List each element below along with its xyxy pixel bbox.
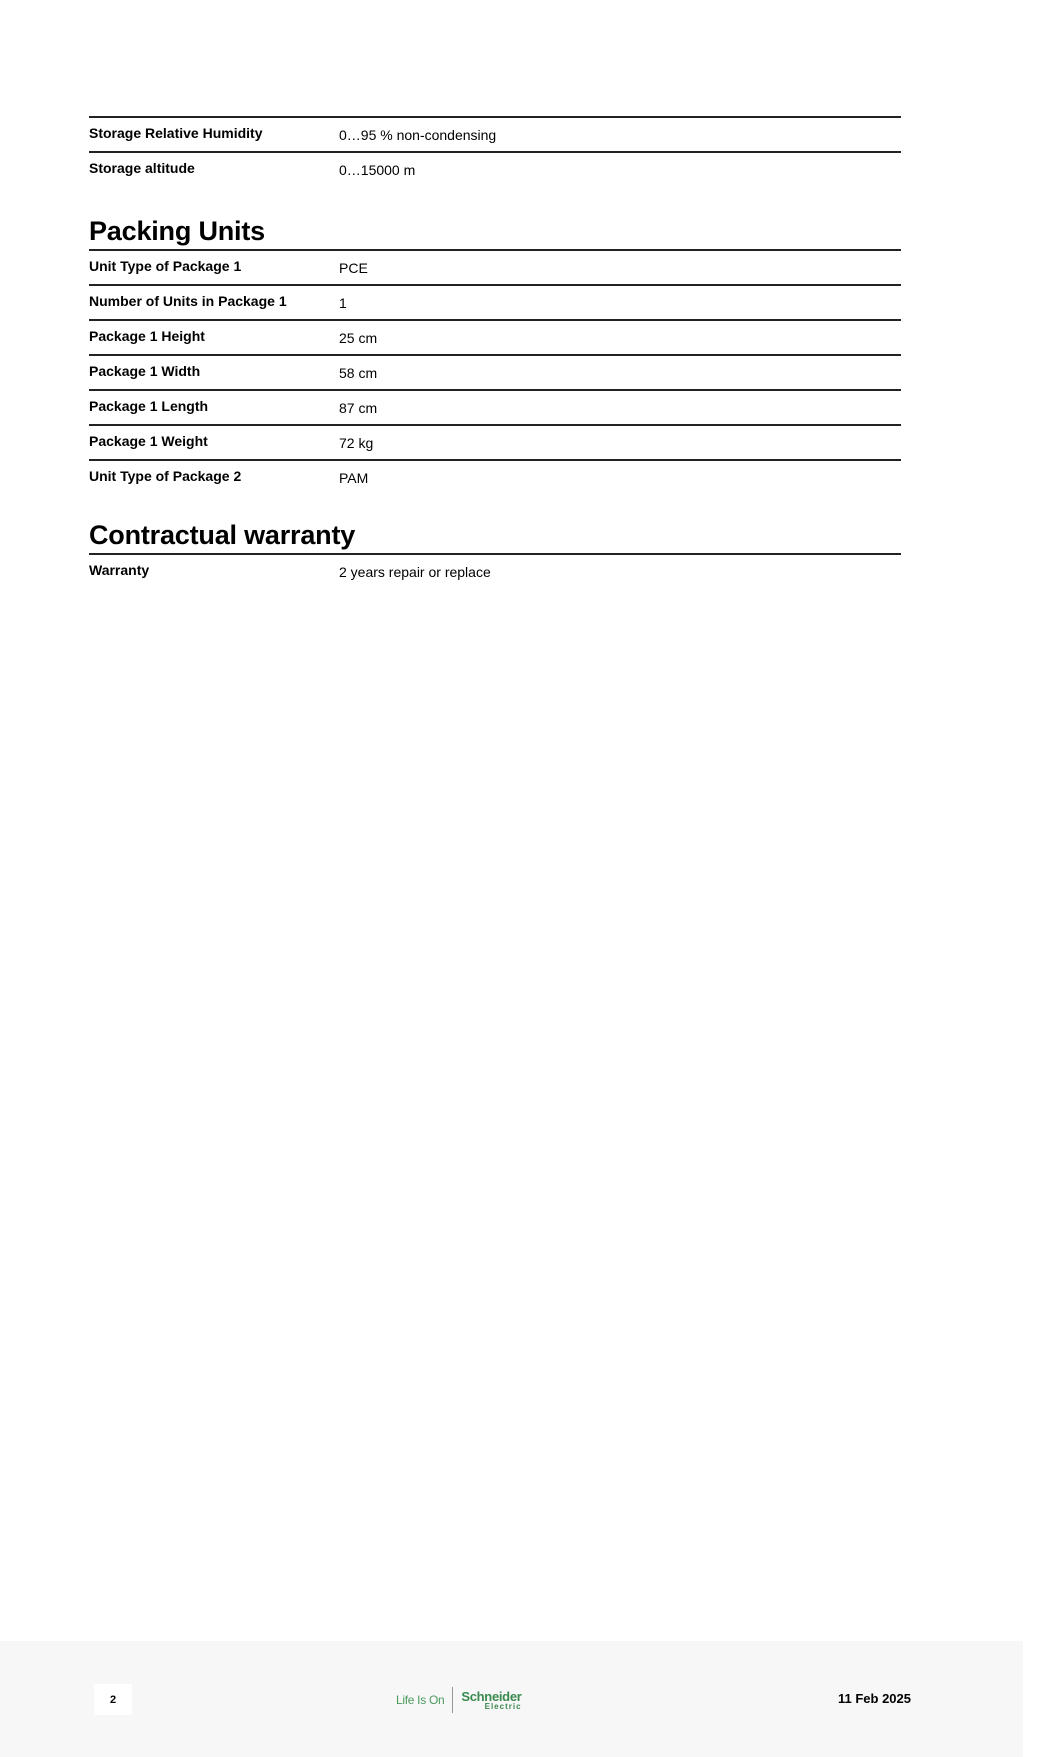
spec-value: 0…15000 m bbox=[339, 162, 416, 178]
brand-sub: Electric bbox=[484, 1701, 522, 1711]
spec-value: 72 kg bbox=[339, 435, 374, 451]
spec-row bbox=[89, 354, 901, 389]
schneider-logo bbox=[461, 1690, 521, 1711]
spec-label: Warranty bbox=[89, 562, 150, 578]
spec-value: PAM bbox=[339, 470, 369, 486]
spec-row bbox=[89, 151, 901, 186]
page-number: 2 bbox=[94, 1684, 132, 1715]
spec-row bbox=[89, 284, 901, 319]
spec-row bbox=[89, 553, 901, 588]
brand-tagline: Life Is On bbox=[396, 1693, 445, 1707]
page-footer bbox=[0, 1641, 1023, 1757]
spec-label: Package 1 Height bbox=[89, 328, 205, 344]
spec-value: 87 cm bbox=[339, 400, 378, 416]
spec-label: Storage Relative Humidity bbox=[89, 125, 263, 141]
spec-label: Package 1 Weight bbox=[89, 433, 208, 449]
spec-row bbox=[89, 116, 901, 151]
spec-value: 0…95 % non-condensing bbox=[339, 127, 497, 143]
section-gap bbox=[89, 494, 901, 518]
spec-label: Package 1 Width bbox=[89, 363, 201, 379]
spec-label: Unit Type of Package 2 bbox=[89, 468, 242, 484]
footer-date: 11 Feb 2025 bbox=[838, 1691, 911, 1706]
spec-value: 1 bbox=[339, 295, 347, 311]
spec-value: PCE bbox=[339, 260, 368, 276]
spec-value: 25 cm bbox=[339, 330, 378, 346]
spec-label: Storage altitude bbox=[89, 160, 195, 176]
brand-logo bbox=[396, 1686, 522, 1714]
spec-row bbox=[89, 389, 901, 424]
spec-label: Number of Units in Package 1 bbox=[89, 293, 287, 309]
spec-content bbox=[89, 116, 901, 588]
section-title-warranty: Contractual warranty bbox=[89, 520, 356, 550]
spec-row bbox=[89, 319, 901, 354]
spec-value: 2 years repair or replace bbox=[339, 564, 491, 580]
spec-row bbox=[89, 459, 901, 494]
spec-row bbox=[89, 424, 901, 459]
spec-label: Package 1 Length bbox=[89, 398, 209, 414]
spec-value: 58 cm bbox=[339, 365, 378, 381]
brand-divider bbox=[452, 1687, 453, 1713]
section-gap bbox=[89, 186, 901, 214]
spec-label: Unit Type of Package 1 bbox=[89, 258, 242, 274]
spec-row bbox=[89, 249, 901, 284]
section-title-packing-units: Packing Units bbox=[89, 216, 265, 246]
brand-name: Schneider bbox=[461, 1688, 522, 1704]
